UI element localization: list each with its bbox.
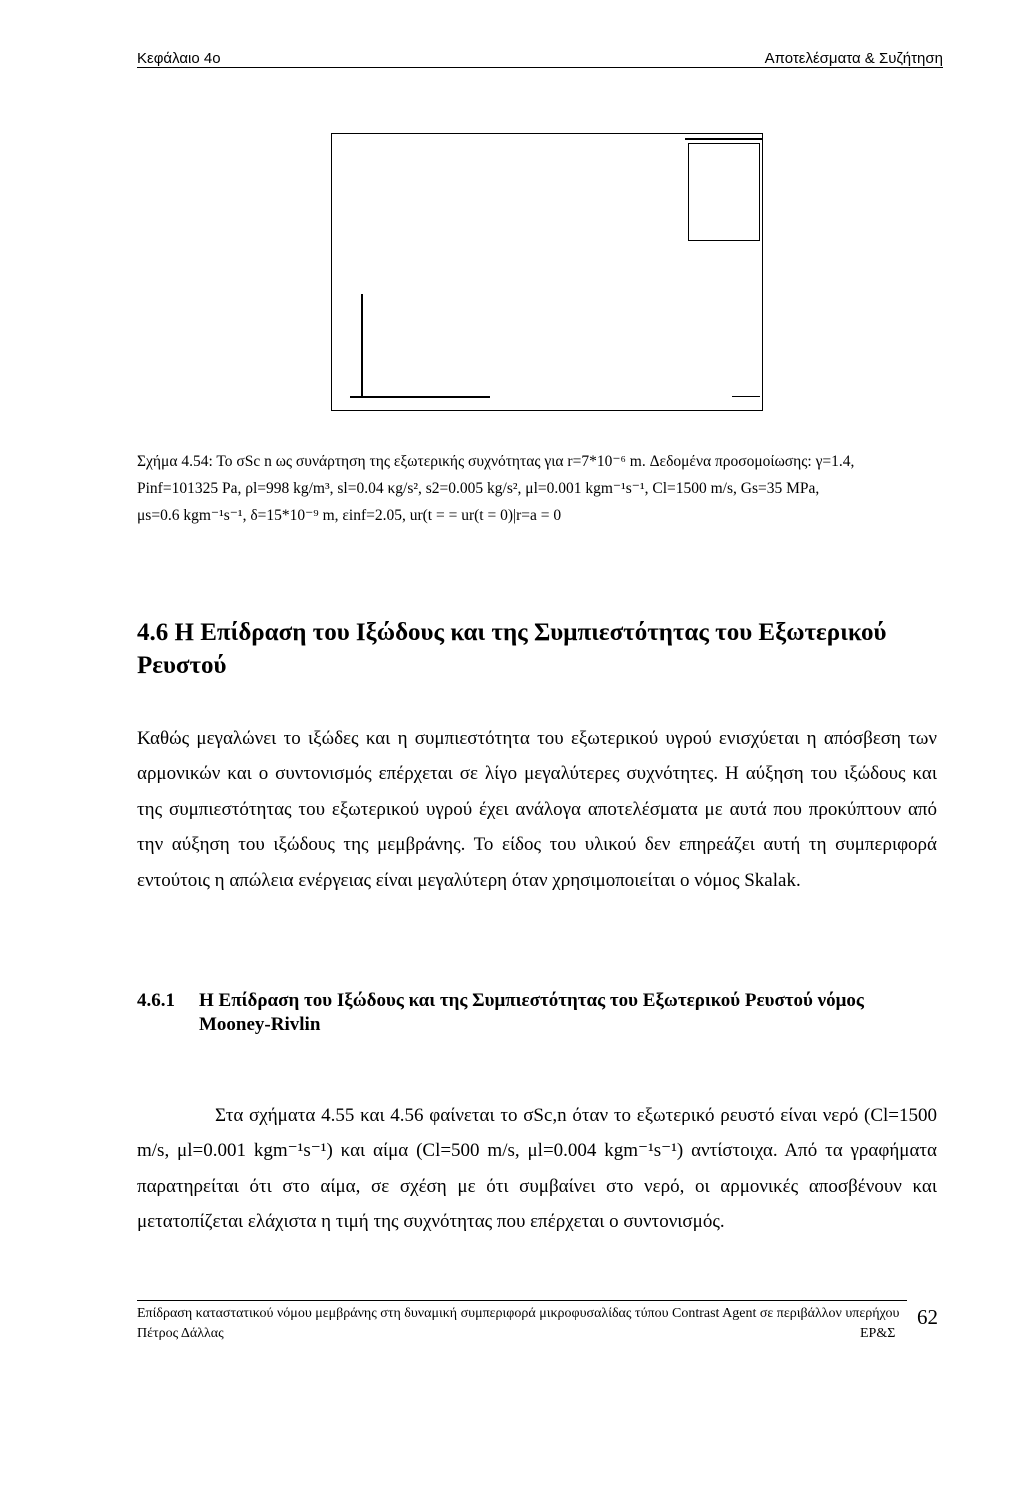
page-number: 62 xyxy=(917,1305,938,1329)
section-paragraph: Καθώς μεγαλώνει το ιξώδες και η συμπιεστότητα του εξωτερικού υγρού ενισχύεται η απόσβεση των αρμονικών και ο συντονισμός επέρχεται σε λίγο μεγαλύτερες συχνότητες. Η αύξηση του ιξώδους και της συμπιεστότητας του εξωτερικού υγρού έχει ανάλογα αποτελέσματα με αυτά που προκύπτουν από την αύξηση του ιξώδους της μεμβράνης. Το είδος του υλικού δεν επηρεάζει αυτή τη συμπεριφορά εντούτοις η απώλεια ενέργειας είναι μεγαλύτερη όταν χρησιμοποιείται ο νόμος Skalak. xyxy=(137,728,937,891)
footer-title: Επίδραση καταστατικού νόμου μεμβράνης στη δυναμική συμπεριφορά μικροφυσαλίδας τύπου Contrast Agent σε περιβάλλον υπερήχου xyxy=(137,1306,900,1321)
figure-axis-left xyxy=(361,294,363,396)
section-heading xyxy=(137,616,947,682)
header-chapter: Κεφάλαιο 4ο xyxy=(137,50,221,67)
subsection-paragraph: Στα σχήματα 4.55 και 4.56 φαίνεται το σSc,n όταν το εξωτερικό ρευστό είναι νερό (Cl=1500 m/s, μl=0.001 kgm⁻¹s⁻¹) και αίμα (Cl=500 m/s, μl=0.004 kgm⁻¹s⁻¹) αντίστοιχα. Από τα γραφήματα παρατηρείται ότι στο αίμα, σε σχέση με ότι συμβαίνει στο νερό, οι αρμονικές αποσβένουν και μετατοπίζεται ελάχιστα η τιμή της συχνότητας που επέρχεται ο συντονισμός. xyxy=(137,1105,937,1233)
figure-caption-line3: μs=0.6 kgm⁻¹s⁻¹, δ=15*10⁻⁹ m, εinf=2.05, ur(t = = ur(t = 0)|r=a = 0 xyxy=(137,507,562,524)
section-heading-line1: 4.6 Η Επίδραση του Ιξώδους και της Συμπιεστότητας του Εξωτερικού xyxy=(137,619,887,646)
figure-axis-bottom-right xyxy=(732,396,760,397)
footer-dept: ΕΡ&Σ xyxy=(860,1326,896,1341)
subsection-number: 4.6.1 xyxy=(137,990,175,1011)
header-rule xyxy=(137,67,943,68)
footer-author: Πέτρος Δάλλας xyxy=(137,1326,224,1341)
figure-caption-line2: Pinf=101325 Pa, ρl=998 kg/m³, sl=0.04 κg/s², s2=0.005 kg/s², μl=0.001 kgm⁻¹s⁻¹, Cl=1500 m/s, Gs=35 MPa, xyxy=(137,480,820,497)
figure-inset-topline xyxy=(685,138,762,140)
header-section: Αποτελέσματα & Συζήτηση xyxy=(764,50,943,67)
section-heading-line2: Ρευστού xyxy=(137,652,227,679)
figure-caption-line1: Σχήμα 4.54: Το σSc n ως συνάρτηση της εξωτερικής συχνότητας για r=7*10⁻⁶ m. Δεδομένα προσομοίωσης: γ=1.4, xyxy=(137,453,855,470)
subsection-heading-line2: Mooney-Rivlin xyxy=(199,1014,321,1035)
figure-inset-box xyxy=(688,143,760,241)
subsection-heading xyxy=(137,989,937,1037)
subsection-heading-line1: Η Επίδραση του Ιξώδους και της Συμπιεστότητας του Εξωτερικού Ρευστού νόμος xyxy=(199,990,864,1011)
figure-axis-bottom xyxy=(350,396,490,398)
footer-rule xyxy=(137,1300,907,1301)
figure-frame xyxy=(331,133,763,411)
